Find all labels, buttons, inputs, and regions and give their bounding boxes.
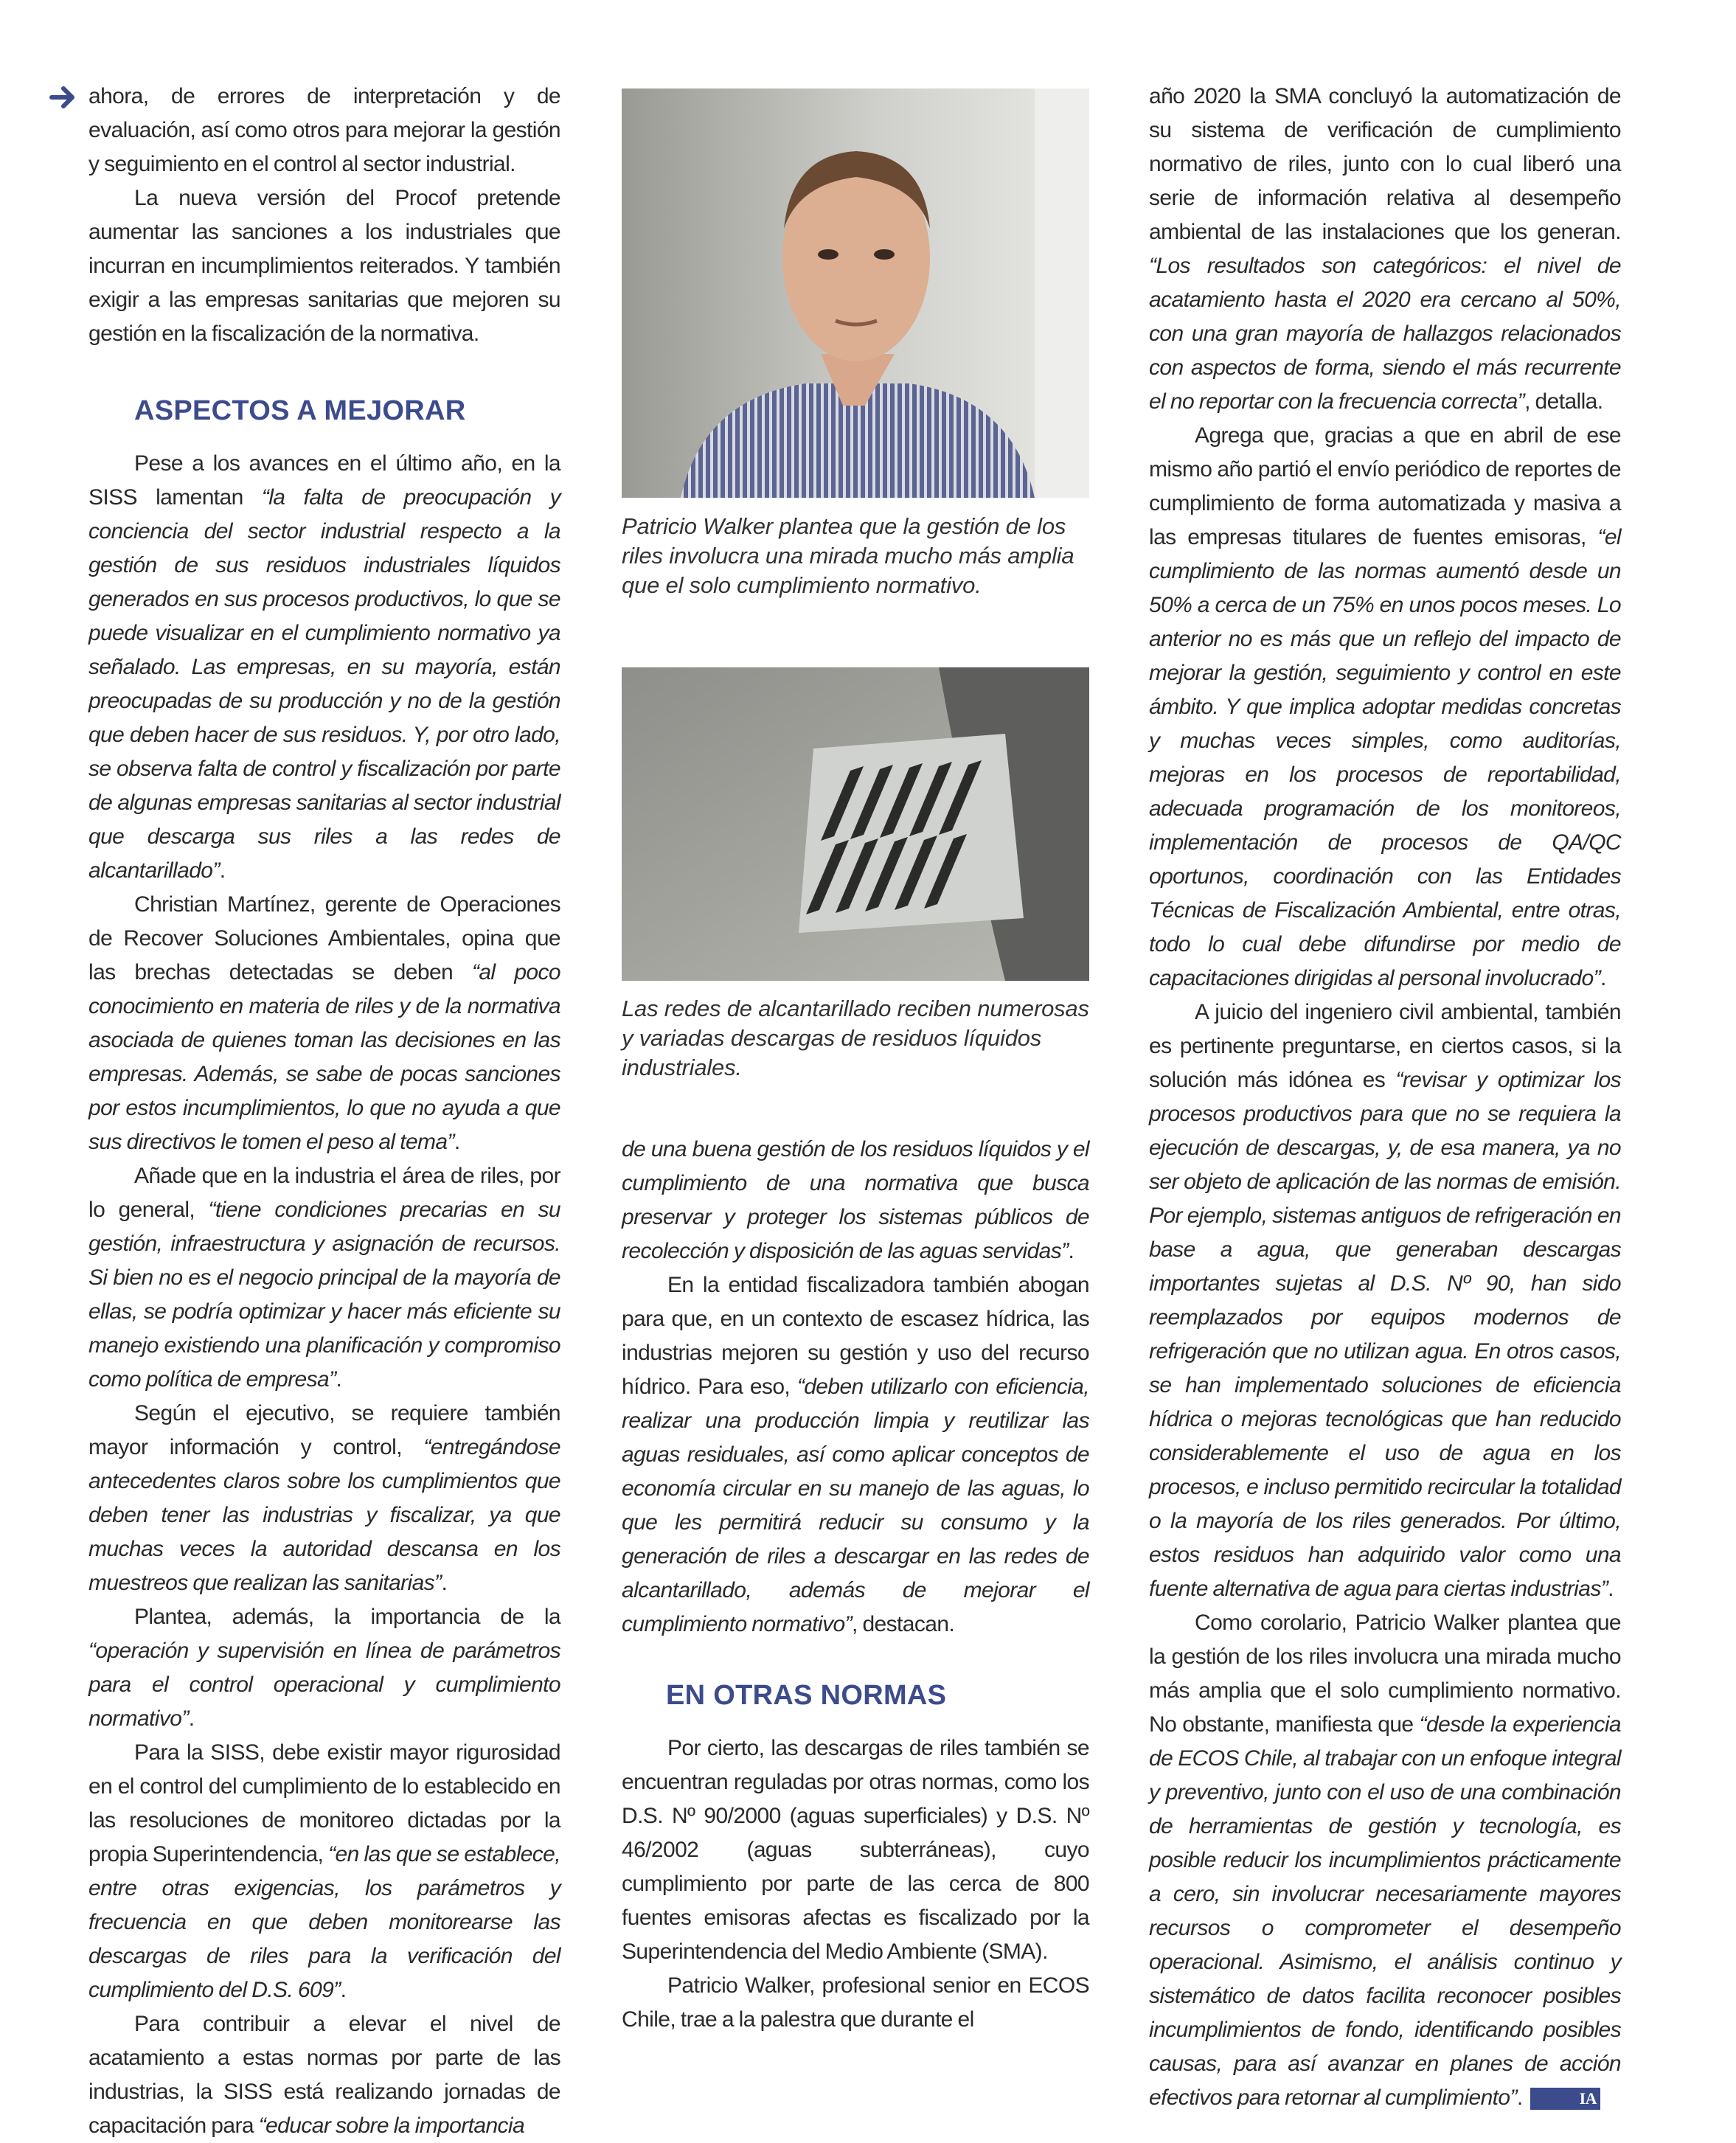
paragraph: En la entidad fiscalizadora también abogan para que, en un contexto de escasez hídrica, las industrias mejoren su gestión y uso del recurso hídrico. Para eso, “deben utilizarlo con eficiencia, realizar una producción limpia y reutilizar las aguas residuales, así como aplicar conceptos de economía circular en su manejo de las aguas, lo que les permitirá reducir su consumo y la generación de riles a descargar en las redes de alcantarillado, además de mejorar el cumplimiento normativo”, destacan. <box>622 1273 1089 1636</box>
photo-caption: Patricio Walker plantea que la gestión de los riles involucra una mirada mucho más amplia que el solo cumplimiento normativo. <box>622 513 1074 598</box>
paragraph: Plantea, además, la importancia de la “operación y supervisión en línea de parámetros para el control operacional y cumplimiento normativo”. <box>88 1605 560 1731</box>
paragraph: Por cierto, las descargas de riles también se encuentran reguladas por otras normas, como los D.S. Nº 90/2000 (aguas superficiales) y D.S. Nº 46/2002 (aguas subterráneas), cuyo cumplimiento por parte de las cerca de 800 fuentes emisoras afectas es fiscalizado por la Superintendencia del Medio Ambiente (SMA). <box>622 1736 1089 1964</box>
paragraph: ahora, de errores de interpretación y de evaluación, así como otros para mejorar la gestión y seguimiento en el control al sector industrial. <box>88 84 560 176</box>
section-heading: ASPECTOS A MEJORAR <box>134 395 466 426</box>
paragraph: de una buena gestión de los residuos líquidos y el cumplimiento de una normativa que busca preservar y proteger los sistemas públicos de recolección y disposición de las aguas servidas”. <box>622 1137 1089 1263</box>
column-middle <box>622 1133 1089 2037</box>
paragraph: La nueva versión del Procof pretende aumentar las sanciones a los industriales que incurran en incumplimientos reiterados. Y también exigir a las empresas sanitarias que mejoren su gestión en la fiscalización de la normativa. <box>88 186 560 346</box>
paragraph: Como corolario, Patricio Walker plantea que la gestión de los riles involucra una mirada mucho más amplia que el solo cumplimiento normativo. No obstante, manifiesta que “desde la experiencia de ECOS Chile, al trabajar con un enfoque integral y preventivo, junto con el uso de una combinación de herramientas de gestión y tecnología, es posible reducir los incumplimientos prácticamente a cero, sin involucrar necesariamente mayores recursos o comprometer el desempeño operacional. Asimismo, el análisis continuo y sistemático de datos facilita reconocer posibles incumplimientos de fondo, identificando posibles causas, para así avanzar en planes de acción efectivos para retornar al cumplimiento”. IA <box>1149 1611 1622 2110</box>
drain-photo <box>622 667 1089 981</box>
magazine-logo: IA <box>1530 2088 1600 2110</box>
section-heading: EN OTRAS NORMAS <box>666 1680 947 1711</box>
paragraph: Para la SISS, debe existir mayor rigurosidad en el control del cumplimiento de lo establecido en las resoluciones de monitoreo dictadas por la propia Superintendencia, “en las que se establece, entre otras exigencias, los parámetros y frecuencia en que deben monitorearse las descargas de riles para la verificación del cumplimiento del D.S. 609”. <box>88 1740 560 2002</box>
continuation-arrow-icon <box>49 84 78 111</box>
column-right <box>1149 80 1621 2115</box>
paragraph: Pese a los avances en el último año, en la SISS lamentan “la falta de preocupación y conciencia del sector industrial respecto a la gestión de sus residuos industriales líquidos generados en sus procesos productivos, lo que se puede visualizar en el cumplimiento normativo ya señalado. Las empresas, en su mayoría, están preocupadas de su producción y no de la gestión que deben hacer de sus residuos. Y, por otro lado, se observa falta de control y fiscalización por parte de algunas empresas sanitarias al sector industrial que descarga sus riles a las redes de alcantarillado”. <box>88 451 560 883</box>
portrait-photo <box>622 88 1089 498</box>
paragraph: Christian Martínez, gerente de Operaciones de Recover Soluciones Ambientales, opina que las brechas detectadas se deben “al poco conocimiento en materia de riles y de la normativa asociada de quienes toman las decisiones en las empresas. Además, se sabe de pocas sanciones por estos incumplimientos, lo que no ayuda a que sus directivos le tomen el peso al tema”. <box>88 892 560 1154</box>
column-left <box>88 80 560 2143</box>
paragraph: A juicio del ingeniero civil ambiental, también es pertinente preguntarse, en ciertos casos, si la solución más idónea es “revisar y optimizar los procesos productivos para que no se requiera la ejecución de descargas, y, de esa manera, ya no ser objeto de aplicación de las normas de emisión. Por ejemplo, sistemas antiguos de refrigeración en base a agua, que generaban descargas importantes sujetas al D.S. Nº 90, han sido reemplazados por equipos modernos de refrigeración que no utilizan agua. En otros casos, se han implementado soluciones de eficiencia hídrica o mejoras tecnológicas que han reducido considerablemente el uso de agua en los procesos, e incluso permitido recircular la totalidad o la mayoría de los riles generados. Por último, estos residuos han adquirido valor como una fuente alternativa de agua para ciertas industrias”. <box>1149 1000 1621 1601</box>
paragraph: Según el ejecutivo, se requiere también mayor información y control, “entregándose antecedentes claros sobre los cumplimientos que deben tener las industrias y fiscalizar, ya que muchas veces la autoridad descansa en los muestreos que realizan las sanitarias”. <box>88 1401 560 1595</box>
paragraph: Para contribuir a elevar el nivel de acatamiento a estas normas por parte de las industrias, la SISS está realizando jornadas de capacitación para “educar sobre la importancia <box>88 2012 560 2138</box>
photo-caption: Las redes de alcantarillado reciben numerosas y variadas descargas de residuos líquidos industriales. <box>622 996 1089 1080</box>
paragraph: Añade que en la industria el área de riles, por lo general, “tiene condiciones precarias en su gestión, infraestructura y asignación de recursos. Si bien no es el negocio principal de la mayoría de ellas, se podría optimizar y hacer más eficiente su manejo existiendo una planificación y compromiso como política de empresa”. <box>88 1164 561 1392</box>
paragraph: Patricio Walker, profesional senior en ECOS Chile, trae a la palestra que durante el <box>622 1973 1089 2032</box>
paragraph: Agrega que, gracias a que en abril de ese mismo año partió el envío periódico de reportes de cumplimiento de forma automatizada y masiva a las empresas titulares de fuentes emisoras, “el cumplimiento de las normas aumentó desde un 50% a cerca de un 75% en unos pocos meses. Lo anterior no es más que un reflejo del impacto de mejorar la gestión, seguimiento y control en este ámbito. Y que implica adoptar medidas concretas y muchas veces simples, como auditorías, mejoras en los procesos de reportabilidad, adecuada programación de los monitoreos, implementación de procesos de QA/QC oportunos, coordinación con las Entidades Técnicas de Fiscalización Ambiental, entre otras, todo lo cual debe difundirse por medio de capacitaciones dirigidas al personal involucrado”. <box>1149 423 1621 990</box>
paragraph: año 2020 la SMA concluyó la automatización de su sistema de verificación de cumplimiento normativo de riles, junto con lo cual liberó una serie de información relativa al desempeño ambiental de las instalaciones que los generan. “Los resultados son categóricos: el nivel de acatamiento hasta el 2020 era cercano al 50%, con una gran mayoría de hallazgos relacionados con aspectos de forma, siendo el más recurrente el no reportar con la frecuencia correcta”, detalla. <box>1149 84 1621 414</box>
